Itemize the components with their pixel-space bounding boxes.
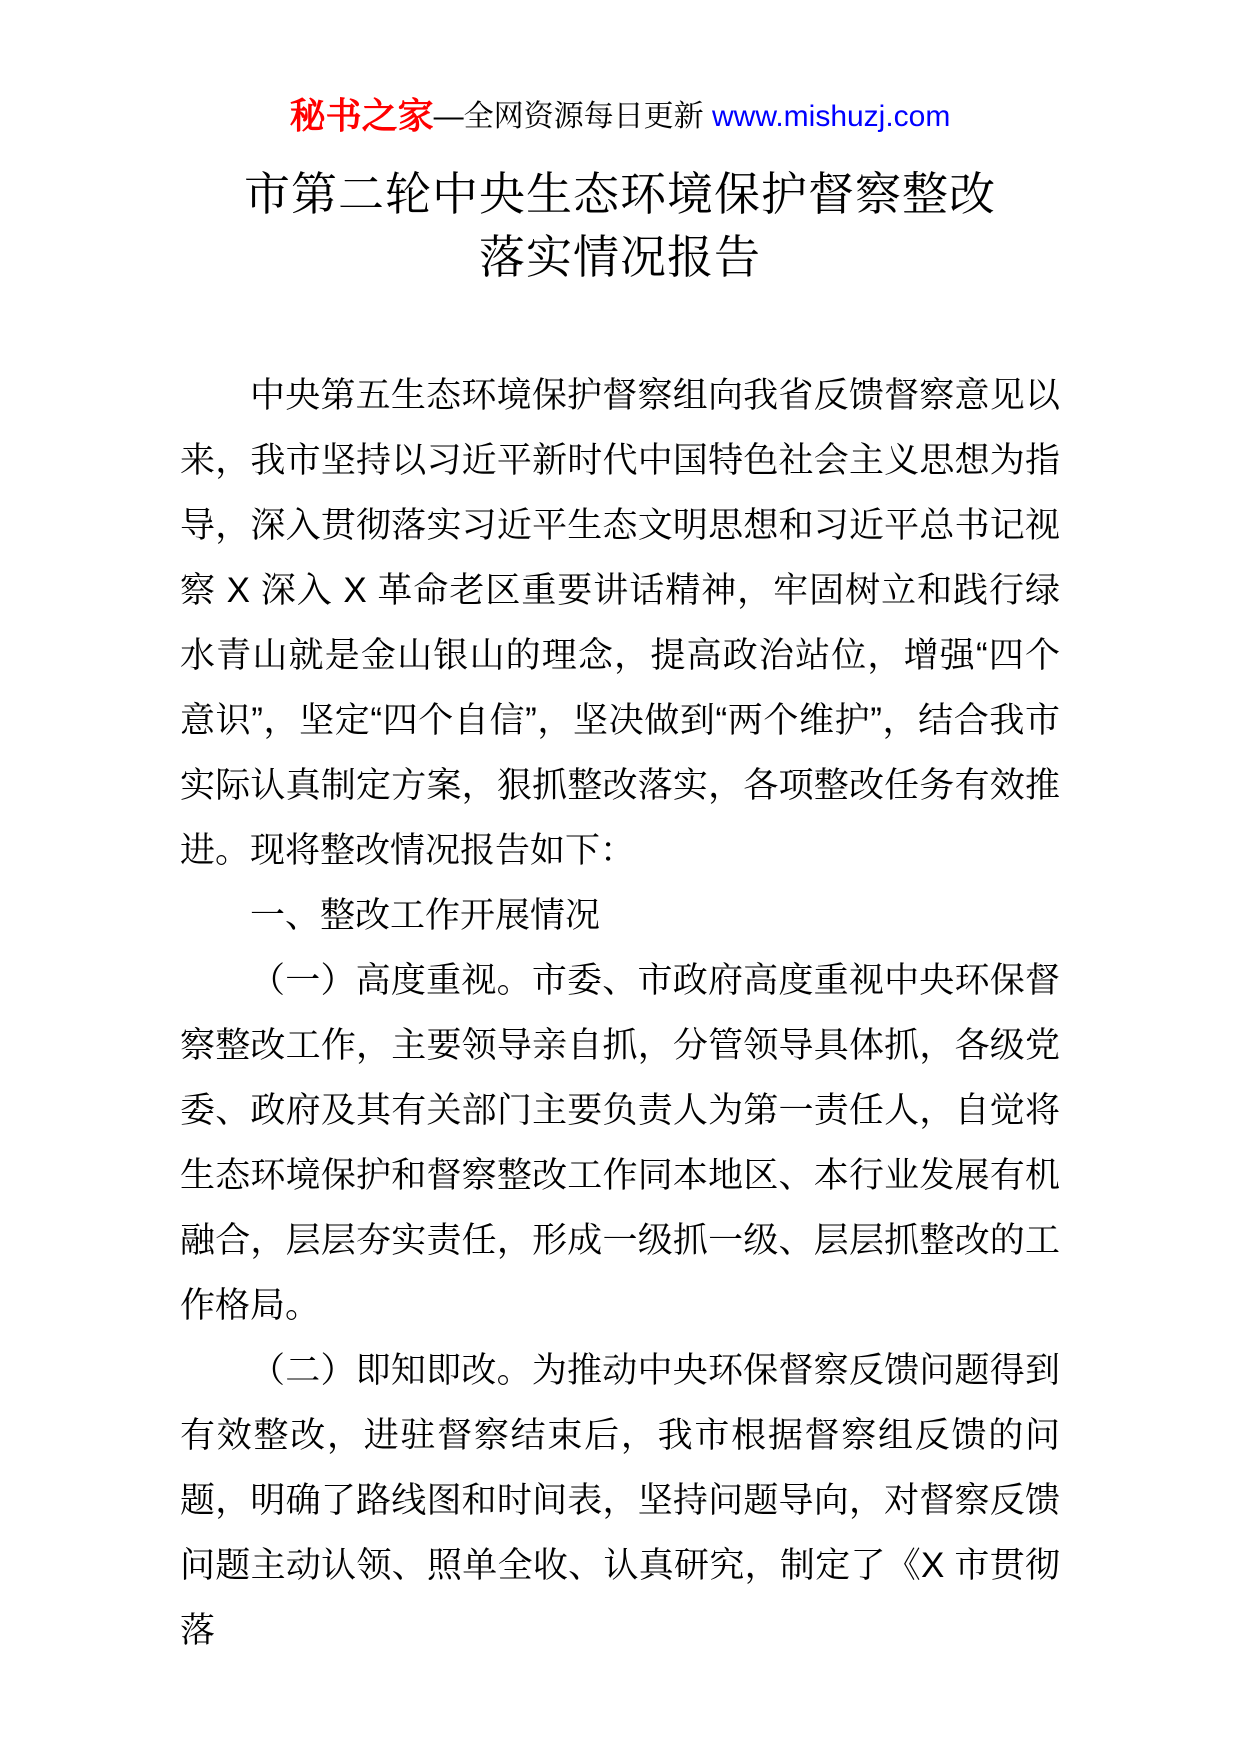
site-header xyxy=(0,0,1240,137)
paragraph-intro: 中央第五生态环境保护督察组向我省反馈督察意见以来，我市坚持以习近平新时代中国特色社会主义思想为指导，深入贯彻落实习近平生态文明思想和习近平总书记视察 X 深入 X 革命老区重要讲话精神，牢固树立和践行绿水青山就是金山银山的理念，提高政治站位，增强“四个意识”，坚定“四个自信”，坚决做到“两个维护”，结合我市实际认真制定方案，狠抓整改落实，各项整改任务有效推进。现将整改情况报告如下： xyxy=(180,376,1060,870)
header-tagline: —全网资源每日更新 xyxy=(433,100,712,133)
brand-name: 秘书之家 xyxy=(289,95,434,136)
document-body xyxy=(180,363,1060,1663)
paragraph-subsection-1: （一）高度重视。市委、市政府高度重视中央环保督察整改工作，主要领导亲自抓，分管领导具体抓，各级党委、政府及其有关部门主要负责人为第一责任人，自觉将生态环境保护和督察整改工作同本地区、本行业发展有机融合，层层夯实责任，形成一级抓一级、层层抓整改的工作格局。 xyxy=(180,961,1060,1325)
document-title-line-1: 市第二轮中央生态环境保护督察整改 xyxy=(244,168,996,220)
document-title xyxy=(0,163,1240,289)
section-heading-1: 一、整改工作开展情况 xyxy=(250,896,601,935)
document-title-line-2: 落实情况报告 xyxy=(479,231,761,283)
site-url-link[interactable]: www.mishuzj.com xyxy=(711,100,951,133)
paragraph-subsection-2: （二）即知即改。为推动中央环保督察反馈问题得到有效整改，进驻督察结束后，我市根据督察组反馈的问题，明确了路线图和时间表，坚持问题导向，对督察反馈问题主动认领、照单全收、认真研究，制定了《X 市贯彻落 xyxy=(180,1351,1060,1650)
